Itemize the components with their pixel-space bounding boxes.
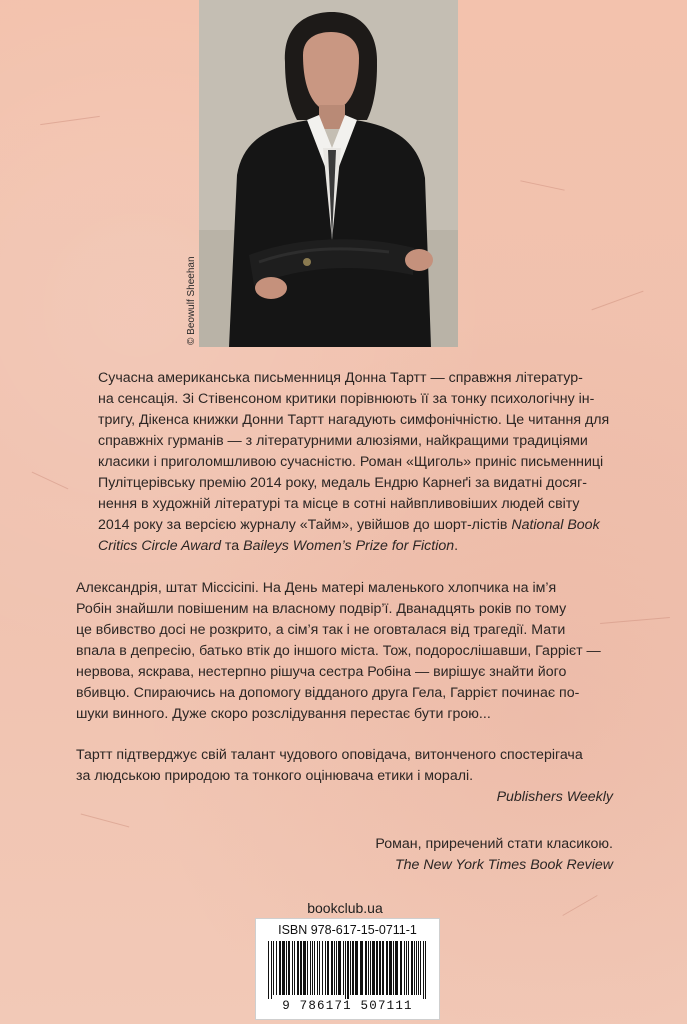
text-line: Робін знайшли повішеним на власному подвір’ї. Дванадцять років по тому <box>76 601 567 617</box>
text-line: справжніх гурманів — з літературними алюзіями, найкращими традиціями <box>98 433 588 449</box>
award-name: National Book <box>511 517 600 533</box>
text-line: вбивцю. Спираючись на допомогу відданого друга Гела, Гаррієт починає по- <box>76 685 580 701</box>
barcode-bar <box>317 941 318 995</box>
author-description <box>76 368 613 557</box>
text-fragment: . <box>454 538 459 554</box>
barcode-bar <box>327 941 329 995</box>
text-line: це вбивство досі не розкрито, а сім’я так і не оговталася від трагедії. Мати <box>76 622 566 638</box>
barcode-bar <box>343 941 344 995</box>
barcode-bar <box>325 941 326 995</box>
quote-line: Тартт підтверджує свій талант чудового оповідача, витонченого спостерігача <box>76 747 583 763</box>
barcode-bar <box>345 941 346 999</box>
text-line: впала в депресію, батько втік до іншого міста. Тож, подорослішавши, Гаррієт — <box>76 643 601 659</box>
paper-fiber <box>520 180 564 190</box>
text-line: шуки винного. Дуже скоро розслідування перестає бути грою... <box>76 706 491 722</box>
barcode-bar <box>300 941 302 995</box>
isbn-barcode <box>255 918 440 1020</box>
barcode-digits: 9 786171 507111 <box>282 999 413 1013</box>
award-name: Baileys Women’s Prize for Fiction <box>243 538 455 554</box>
barcode-bar <box>276 941 277 995</box>
text-line: тригу, Дікенса книжки Донни Тартт нагадують симфонічністю. Це читання для <box>98 412 610 428</box>
publisher-website: bookclub.ua <box>307 900 383 916</box>
barcode-bar <box>307 941 308 995</box>
barcode-bar <box>420 941 421 995</box>
barcode-bar <box>418 941 419 995</box>
text-fragment: та <box>220 538 244 554</box>
barcode-bar <box>404 941 405 995</box>
barcode-bar <box>288 941 290 995</box>
barcode-bar <box>312 941 313 995</box>
barcode-bar <box>314 941 315 995</box>
barcode-bar <box>365 941 367 995</box>
text-line: нення в художній літературі та місце в сотні найвпливовіших людей світу <box>98 496 580 512</box>
barcode-bar <box>389 941 392 995</box>
barcode-bar <box>334 941 335 995</box>
barcode-bar <box>355 941 358 995</box>
paper-fiber <box>40 116 100 125</box>
barcode-bar <box>379 941 381 995</box>
review-quote-nyt <box>76 834 613 876</box>
barcode-bar <box>347 941 349 999</box>
barcode-bars <box>266 941 429 999</box>
barcode-bar <box>372 941 375 995</box>
barcode-bar <box>400 941 402 995</box>
barcode-bar <box>411 941 413 995</box>
paper-fiber <box>81 814 130 828</box>
text-line: нервова, яскрава, нестерпно рішуча сестра Робіна — вирішує знайти його <box>76 664 567 680</box>
barcode-bar <box>268 941 269 999</box>
award-name: Critics Circle Award <box>98 538 221 554</box>
barcode-bar <box>416 941 417 995</box>
barcode-bar <box>319 941 320 995</box>
barcode-bar <box>382 941 384 995</box>
text-line <box>76 515 613 536</box>
barcode-bar <box>386 941 388 995</box>
barcode-bar <box>279 941 281 995</box>
review-quote-publishers-weekly <box>76 745 613 808</box>
barcode-bar <box>282 941 285 995</box>
text-line: на сенсація. Зі Стівенсоном критики порівнюють її за тонку психологічну ін- <box>98 391 595 407</box>
isbn-number: ISBN 978-617-15-0711-1 <box>278 923 417 937</box>
barcode-bar <box>350 941 351 995</box>
barcode-bar <box>297 941 299 995</box>
barcode-bar <box>408 941 409 995</box>
barcode-bar <box>376 941 378 995</box>
paper-fiber <box>32 472 69 490</box>
barcode-bar <box>370 941 371 995</box>
barcode-bar <box>273 941 274 995</box>
barcode-bar <box>331 941 333 995</box>
quote-source: Publishers Weekly <box>496 789 613 805</box>
barcode-bar <box>352 941 354 995</box>
barcode-bar <box>368 941 369 995</box>
barcode-bar <box>425 941 426 999</box>
text-line: Пулітцерівську премію 2014 року, медаль Ендрю Карнеґі за видатні досяг- <box>98 475 588 491</box>
barcode-bar <box>393 941 394 995</box>
quote-line: Роман, приречений стати класикою. <box>375 836 613 852</box>
barcode-bar <box>414 941 415 995</box>
author-portrait-illustration <box>199 0 458 347</box>
barcode-bar <box>294 941 295 995</box>
barcode-bar <box>292 941 293 995</box>
barcode-bar <box>322 941 323 995</box>
text-line <box>76 536 613 557</box>
barcode-bar <box>423 941 424 999</box>
barcode-bar <box>395 941 398 995</box>
quote-line: за людською природою та тонкого оцінювача етики і моралі. <box>76 768 474 784</box>
barcode-bar <box>336 941 337 995</box>
text-line: класики і приголомшливою сучасністю. Роман «Щиголь» приніс письменниці <box>98 454 604 470</box>
paper-fiber <box>591 291 643 311</box>
barcode-bar <box>310 941 311 995</box>
author-photo <box>199 0 458 347</box>
barcode-bar <box>286 941 287 995</box>
quote-source: The New York Times Book Review <box>394 857 613 873</box>
photo-credit: © Beowulf Sheehan <box>186 256 197 345</box>
barcode-bar <box>360 941 363 995</box>
barcode-bar <box>271 941 272 999</box>
barcode-bar <box>406 941 407 995</box>
book-synopsis <box>76 578 613 725</box>
paper-fiber <box>562 895 597 916</box>
text-line: Александрія, штат Міссісіпі. На День матері маленького хлопчика на ім’я <box>76 580 557 596</box>
text-line: Сучасна американська письменниця Донна Тартт — справжня літератур- <box>98 370 583 386</box>
barcode-bar <box>338 941 341 995</box>
text-fragment: 2014 року за версією журналу «Тайм», увійшов до шорт-лістів <box>98 517 512 533</box>
barcode-bar <box>303 941 306 995</box>
